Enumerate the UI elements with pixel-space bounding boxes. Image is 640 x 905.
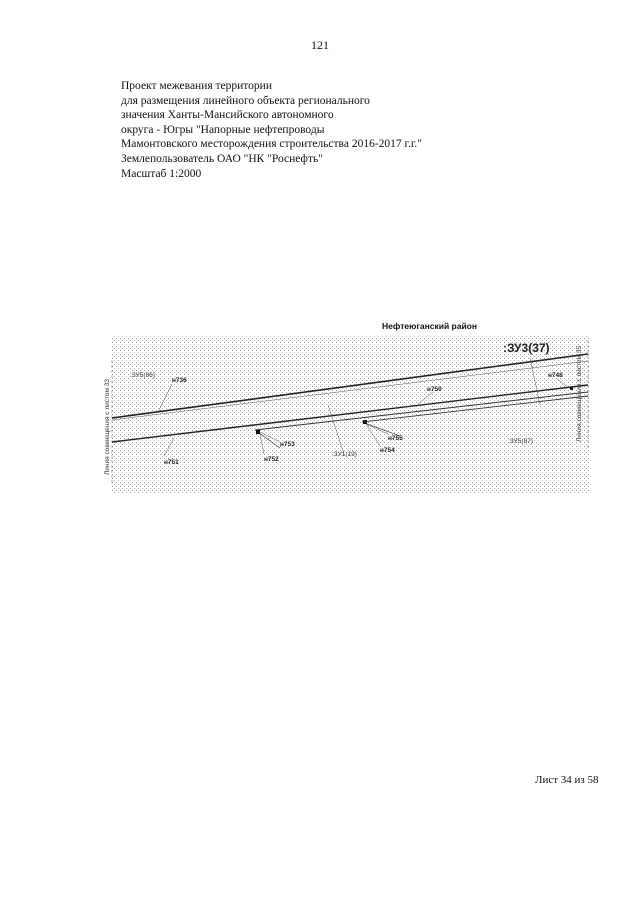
title-line: Проект межевания территории	[121, 80, 272, 92]
point-label-n750: н750	[427, 386, 442, 393]
point-label-n748: н748	[548, 372, 563, 379]
scale-line: Масштаб 1:2000	[121, 167, 202, 180]
parcel-label-zu5-top: :ЗУ5(86)	[130, 372, 155, 379]
title-line: для размещения линейного объекта регионального	[121, 94, 370, 107]
point-label-n753: н753	[280, 441, 295, 448]
title-line: Мамонтовского месторождения строительства 2016-2017 г.г."	[121, 138, 422, 151]
parcel-label-zu5-right: :ЗУ5(87)	[508, 438, 533, 445]
point-label-n755: н755	[388, 435, 403, 442]
point-label-n751: н751	[164, 459, 179, 466]
parcel-label-zu3: :ЗУ3(37)	[503, 341, 550, 355]
sheet-counter: Лист 34 из 58	[535, 774, 599, 786]
page-number: 121	[311, 38, 329, 52]
parcel-label-zu1: :ЗУ1(19)	[332, 451, 357, 458]
left-edge-label: Линия совмещения с листом 33	[104, 378, 111, 475]
district-label: Нефтеюганский район	[382, 321, 478, 331]
point-label-n752: н752	[264, 456, 279, 463]
survey-point	[256, 430, 260, 434]
survey-point	[570, 387, 573, 390]
title-block	[121, 79, 422, 181]
point-label-n736: н736	[172, 377, 187, 384]
right-edge-label: Линия совмещения с листом 35	[576, 345, 583, 442]
survey-map	[100, 330, 600, 500]
point-label-n754: н754	[380, 447, 395, 454]
title-line: значения Ханты-Мансийского автономного	[121, 109, 334, 122]
title-line: Землепользователь ОАО "НК "Роснефть"	[121, 152, 323, 165]
title-line: округа - Югры "Напорные нефтепроводы	[121, 123, 325, 136]
survey-point	[363, 420, 367, 424]
